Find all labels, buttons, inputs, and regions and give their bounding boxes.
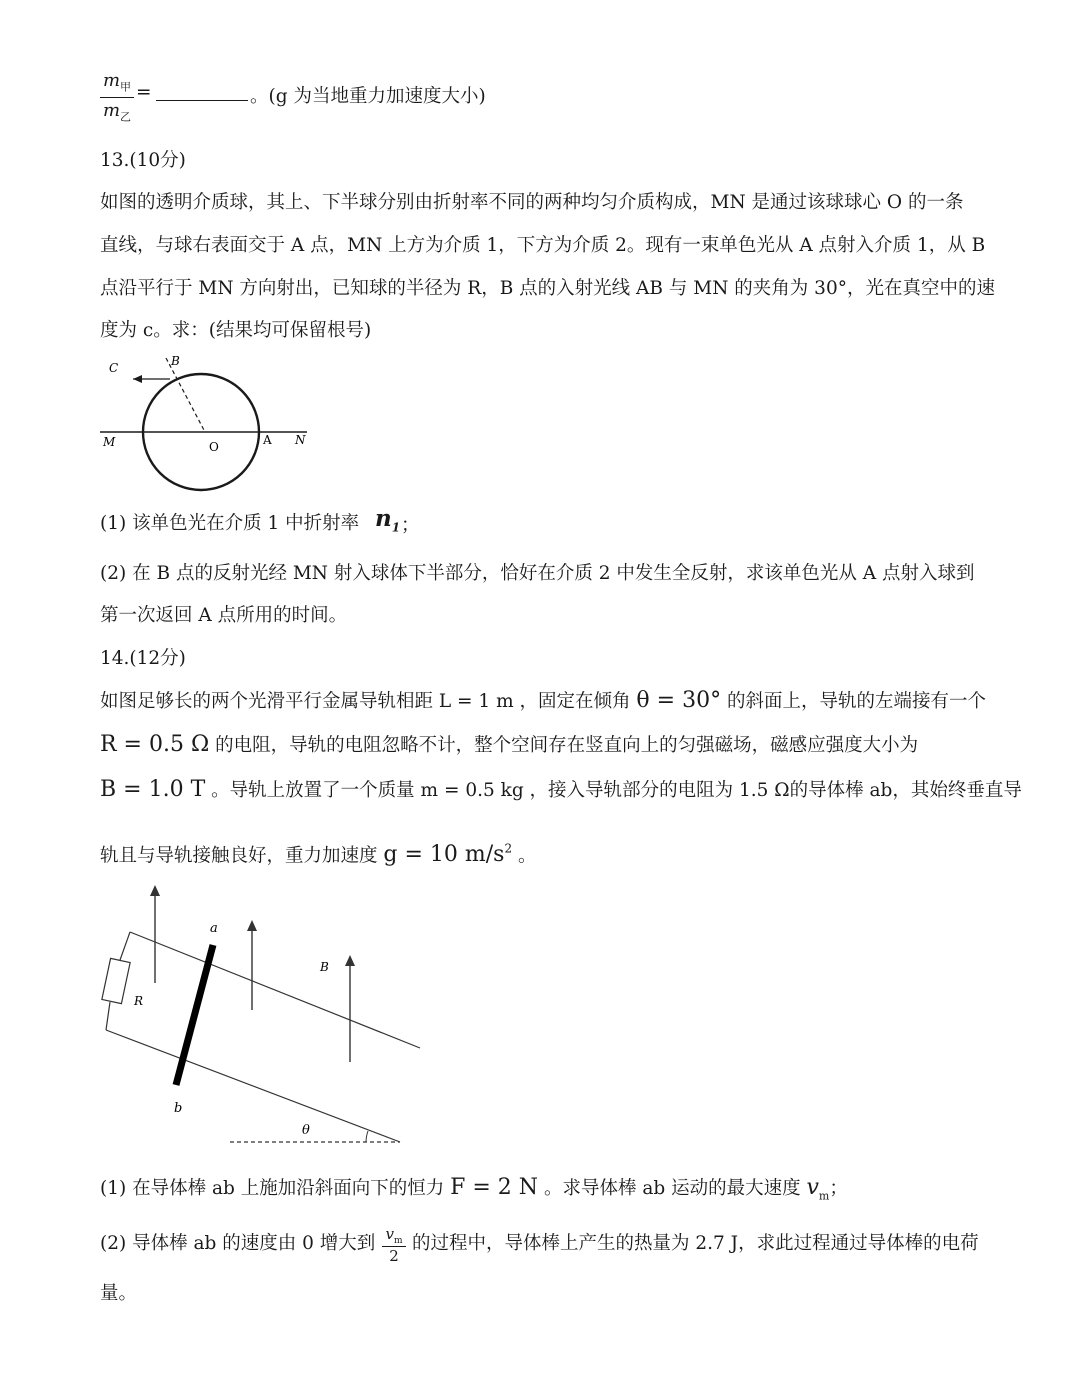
arrowhead-icon <box>150 885 160 896</box>
left-wire-top <box>120 932 130 960</box>
fraction-denominator: $m_乙$ <box>102 99 132 124</box>
fraction-numerator: $m_甲$ <box>100 70 134 98</box>
gravity-equation: g = 10 $m/s^2$ <box>383 842 513 868</box>
label-a: a <box>210 921 218 936</box>
half-velocity-fraction: $\frac{v_m}{2}$ <box>382 1225 406 1265</box>
label-b: b <box>174 1101 183 1116</box>
max-velocity-symbol: $v_m$ <box>806 1175 830 1203</box>
q13-part2-line-2: 第一次返回 A 点所用的时间。 <box>100 605 348 626</box>
arrowhead-icon <box>345 955 355 966</box>
q14-part1: (1) 在导体棒 ab 上施加沿斜面向下的恒力 F = 2 N 。求导体棒 ab 运动的最大速度 $v_m$； <box>100 1175 848 1203</box>
resistance-equation: R = 0.5 Ω <box>100 732 210 757</box>
q14-text-line-1: 如图足够长的两个光滑平行金属导轨相距 L = 1 m ，固定在倾角 θ = 30° 的斜面上，导轨的左端接有一个 <box>100 688 986 713</box>
resistor <box>102 958 130 1003</box>
label-a: A <box>263 433 272 447</box>
q13-part1-tail: ； <box>401 515 420 536</box>
q13-text-line-1: 如图的透明介质球，其上、下半球分别由折射率不同的两种均匀介质构成，MN 是通过该球球心 O 的一条 <box>100 192 964 213</box>
label-m: M <box>103 435 116 449</box>
theta-equation: θ = 30° <box>636 688 722 713</box>
gravity-note: 。(g 为当地重力加速度大小) <box>250 86 486 107</box>
label-b: B <box>171 354 180 368</box>
left-wire-bottom <box>106 1002 110 1030</box>
label-r: R <box>134 994 144 1008</box>
lower-rail <box>106 1030 400 1142</box>
answer-blank <box>156 100 248 101</box>
label-c: C <box>109 361 119 375</box>
label-n: N <box>295 433 306 447</box>
q14-part2-line-1b: 的过程中，导体棒上产生的热量为 2.7 J，求此过程通过导体棒的电荷 <box>412 1233 979 1254</box>
q13-heading: 13.(10分) <box>100 150 186 171</box>
angle-arc <box>366 1131 368 1142</box>
arrowhead-icon <box>133 375 142 383</box>
q13-text-line-3: 点沿平行于 MN 方向射出，已知球的半径为 R，B 点的入射光线 AB 与 MN 的夹角为 30°，光在真空中的速 <box>100 278 995 299</box>
label-field: B <box>320 960 329 974</box>
sphere-figure <box>95 350 325 495</box>
incident-ray-dashed <box>166 358 205 432</box>
q14-part2-line-1a: (2) 导体棒 ab 的速度由 0 增大到 <box>100 1233 376 1254</box>
arrowhead-icon <box>247 920 257 931</box>
q14-part2-line-2: 量。 <box>100 1283 138 1304</box>
q14-text-line-2: R = 0.5 Ω 的电阻，导轨的电阻忽略不计，整个空间存在竖直向上的匀强磁场，磁感应强度大小为 <box>100 732 919 757</box>
equals-sign: = <box>136 82 152 103</box>
q13-part1: (1) 该单色光在介质 1 中折射率 <box>100 513 360 534</box>
q14-text-line-4: 轨且与导轨接触良好，重力加速度 g = 10 $m/s^2$ 。 <box>100 842 537 868</box>
upper-rail <box>130 932 420 1048</box>
force-equation: F = 2 N <box>450 1175 539 1200</box>
refractive-index-symbol: $n_1$ <box>375 505 401 535</box>
field-equation: B = 1.0 T <box>100 777 206 802</box>
q13-text-line-4: 度为 c。求：(结果均可保留根号) <box>100 320 372 341</box>
label-o: O <box>209 440 219 454</box>
q13-text-line-2: 直线，与球右表面交于 A 点，MN 上方为介质 1，下方为介质 2。现有一束单色光从 A 点射入介质 1，从 B <box>100 235 986 256</box>
q13-part2-line-1: (2) 在 B 点的反射光经 MN 射入球体下半部分，恰好在介质 2 中发生全反射，求该单色光从 A 点射入球到 <box>100 563 975 584</box>
q14-heading: 14.(12分) <box>100 648 186 669</box>
rail-figure <box>98 880 428 1150</box>
mass-ratio-fraction <box>100 70 134 124</box>
label-theta: θ <box>302 1123 310 1138</box>
q14-text-line-3: B = 1.0 T 。导轨上放置了一个质量 m = 0.5 kg ，接入导轨部分的电阻为 1.5 Ω的导体棒 ab，其始终垂直导 <box>100 777 1022 802</box>
